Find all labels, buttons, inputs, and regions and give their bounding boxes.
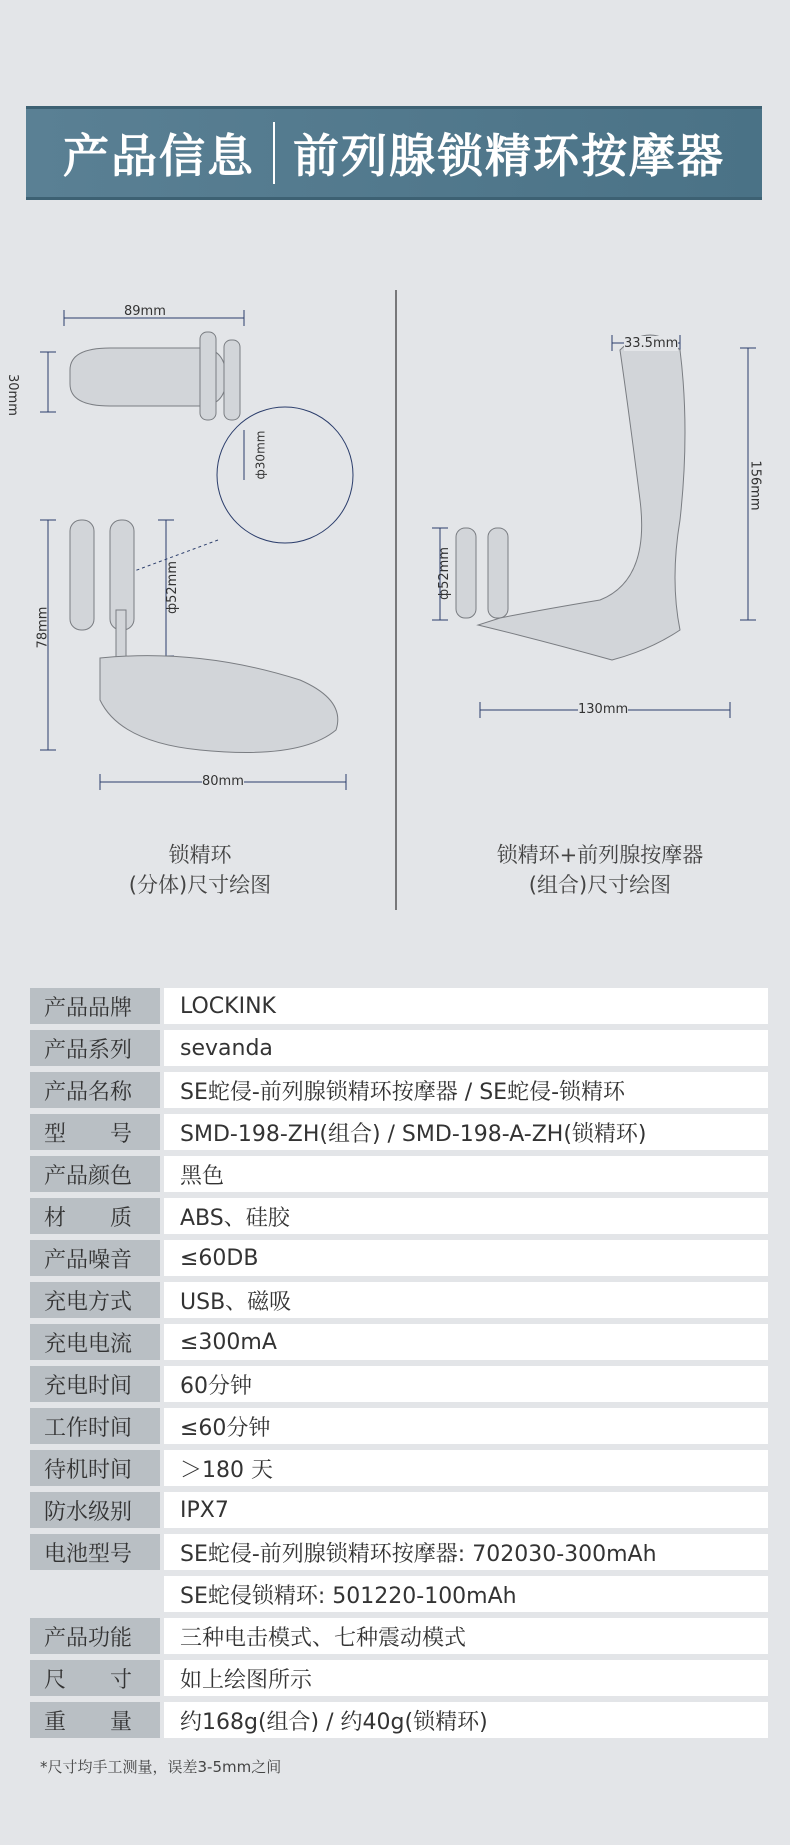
spec-row <box>30 1618 768 1654</box>
dim-left-ring-dia: ф52mm <box>164 561 180 614</box>
spec-value: USB、磁吸 <box>164 1282 768 1318</box>
spec-label: 重 量 <box>30 1702 160 1738</box>
left-caption-line2: (分体)尺寸绘图 <box>128 873 272 897</box>
spec-row <box>30 1072 768 1108</box>
spec-value: 黑色 <box>164 1156 768 1192</box>
spec-row <box>30 1156 768 1192</box>
dim-right-height: 156mm <box>747 460 763 511</box>
spec-value: 如上绘图所示 <box>164 1660 768 1696</box>
footnote: *尺寸均手工测量，误差3-5mm之间 <box>40 1758 282 1776</box>
spec-label: 产品噪音 <box>30 1240 160 1276</box>
spec-label: 产品名称 <box>30 1072 160 1108</box>
right-caption-line1: 锁精环+前列腺按摩器 <box>496 843 704 867</box>
spec-row <box>30 1534 768 1570</box>
spec-label: 充电时间 <box>30 1366 160 1402</box>
left-caption-line1: 锁精环 <box>168 843 232 867</box>
spec-row <box>30 1324 768 1360</box>
spec-value: ≤60分钟 <box>164 1408 768 1444</box>
spec-row <box>30 1282 768 1318</box>
spec-value: LOCKINK <box>164 988 768 1024</box>
spec-row <box>30 1702 768 1738</box>
spec-label <box>30 1576 160 1612</box>
spec-label: 产品颜色 <box>30 1156 160 1192</box>
spec-row <box>30 1660 768 1696</box>
dim-left-side: 30mm <box>5 374 20 416</box>
spec-row <box>30 1114 768 1150</box>
spec-value: SMD-198-ZH(组合) / SMD-198-A-ZH(锁精环) <box>164 1114 768 1150</box>
spec-value: 三种电击模式、七种震动模式 <box>164 1618 768 1654</box>
spec-row <box>30 1576 768 1612</box>
spec-row <box>30 1240 768 1276</box>
spec-value: IPX7 <box>164 1492 768 1528</box>
spec-label: 充电方式 <box>30 1282 160 1318</box>
dim-right-bottom: 130mm <box>578 702 629 717</box>
dim-right-ring-dia: ф52mm <box>436 547 452 600</box>
spec-value: SE蛇侵-前列腺锁精环按摩器 / SE蛇侵-锁精环 <box>164 1072 768 1108</box>
spec-value: sevanda <box>164 1030 768 1066</box>
spec-row <box>30 1408 768 1444</box>
spec-label: 防水级别 <box>30 1492 160 1528</box>
spec-label: 待机时间 <box>30 1450 160 1486</box>
spec-value: SE蛇侵锁精环: 501220-100mAh <box>164 1576 768 1612</box>
spec-value: ABS、硅胶 <box>164 1198 768 1234</box>
dim-right-top: 33.5mm <box>624 336 679 351</box>
page-header <box>26 106 762 200</box>
spec-label: 产品功能 <box>30 1618 160 1654</box>
dim-left-bottom: 80mm <box>202 774 244 789</box>
spec-row <box>30 988 768 1024</box>
spec-label: 型 号 <box>30 1114 160 1150</box>
spec-value: ≤60DB <box>164 1240 768 1276</box>
spec-label: 产品品牌 <box>30 988 160 1024</box>
spec-label: 产品系列 <box>30 1030 160 1066</box>
spec-row <box>30 1030 768 1066</box>
spec-label: 工作时间 <box>30 1408 160 1444</box>
dim-left-height: 78mm <box>35 606 51 649</box>
spec-row <box>30 1366 768 1402</box>
spec-row <box>30 1492 768 1528</box>
spec-row <box>30 1198 768 1234</box>
dimension-diagram <box>0 280 790 920</box>
spec-value: 约168g(组合) / 约40g(锁精环) <box>164 1702 768 1738</box>
spec-label: 尺 寸 <box>30 1660 160 1696</box>
header-title-left: 产品信息 <box>63 129 255 183</box>
dim-left-top: 89mm <box>124 304 166 319</box>
dim-left-ring: ф30mm <box>253 430 268 480</box>
spec-label: 材 质 <box>30 1198 160 1234</box>
spec-label: 电池型号 <box>30 1534 160 1570</box>
spec-value: SE蛇侵-前列腺锁精环按摩器: 702030-300mAh <box>164 1534 768 1570</box>
spec-value: ＞180 天 <box>164 1450 768 1486</box>
right-caption <box>470 840 730 900</box>
spec-value: ≤300mA <box>164 1324 768 1360</box>
spec-label: 充电电流 <box>30 1324 160 1360</box>
header-divider <box>273 122 275 184</box>
spec-row <box>30 1450 768 1486</box>
right-caption-line2: (组合)尺寸绘图 <box>528 873 672 897</box>
spec-table <box>30 988 768 1744</box>
header-title-right: 前列腺锁精环按摩器 <box>293 129 725 183</box>
dimension-drawing <box>0 280 790 920</box>
left-caption <box>100 840 300 900</box>
spec-value: 60分钟 <box>164 1366 768 1402</box>
